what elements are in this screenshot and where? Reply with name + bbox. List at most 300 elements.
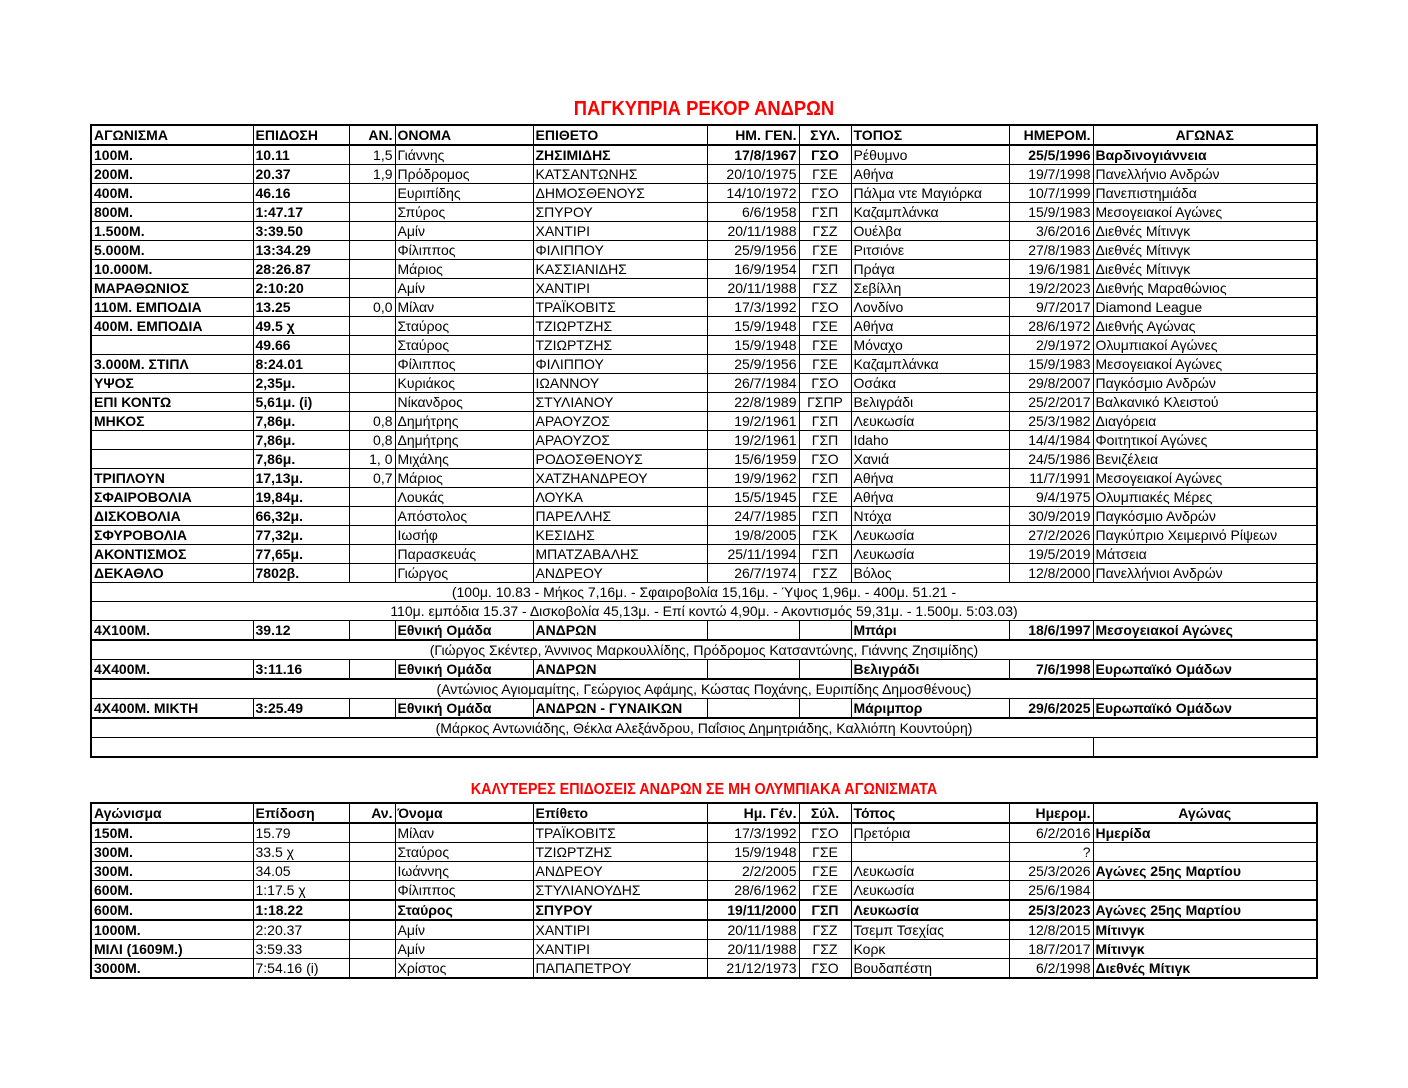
cell-birth-date: 28/6/1962 — [707, 881, 799, 901]
cell-first-name: Αμίν — [395, 940, 533, 959]
cell-event: 150Μ. — [91, 823, 253, 843]
cell-venue: Σεβίλλη — [851, 279, 1009, 298]
cell-date: 19/6/1981 — [1009, 260, 1093, 279]
header-date: Ημερομ. — [1009, 803, 1093, 823]
table-row — [91, 862, 1317, 881]
cell-first-name: Χρίστος — [395, 959, 533, 979]
cell-date: 15/9/1983 — [1009, 355, 1093, 374]
table-row — [91, 355, 1317, 374]
cell-meet: Ευρωπαϊκό Ομάδων — [1093, 699, 1317, 719]
cell-date: 12/8/2000 — [1009, 564, 1093, 583]
table-row — [91, 660, 1317, 680]
cell-venue: Λευκωσία — [851, 526, 1009, 545]
cell-event: 5.000Μ. — [91, 241, 253, 260]
cell-venue: Χανιά — [851, 450, 1009, 469]
table-row — [91, 940, 1317, 959]
cell-birth-date: 25/9/1956 — [707, 241, 799, 260]
cell-club — [799, 621, 851, 641]
cell-birth-date: 25/11/1994 — [707, 545, 799, 564]
cell-date: 25/5/1996 — [1009, 145, 1093, 165]
cell-club: ΓΣΚ — [799, 526, 851, 545]
cell-surname: ΧΑΝΤΙΡΙ — [533, 279, 707, 298]
cell-event — [91, 431, 253, 450]
cell-surname: ΑΝΔΡΕΟΥ — [533, 564, 707, 583]
cell-event: ΣΦΥΡΟΒΟΛΙΑ — [91, 526, 253, 545]
cell-mark: 7802β. — [253, 564, 349, 583]
cell-meet: Ευρωπαϊκό Ομάδων — [1093, 660, 1317, 680]
cell-date: 12/8/2015 — [1009, 920, 1093, 940]
cell-birth-date: 17/3/1992 — [707, 823, 799, 843]
cell-club: ΓΣΠ — [799, 507, 851, 526]
cell-date: 11/7/1991 — [1009, 469, 1093, 488]
cell-first-name: Αμίν — [395, 279, 533, 298]
cell-meet: Παγκύπριο Χειμερινό Ρίψεων — [1093, 526, 1317, 545]
table-row — [91, 920, 1317, 940]
cell-first-name: Λουκάς — [395, 488, 533, 507]
table-row — [91, 317, 1317, 336]
cell-date: 9/7/2017 — [1009, 298, 1093, 317]
cell-wind — [349, 660, 395, 680]
cell-wind — [349, 241, 395, 260]
cell-meet: Μίτινγκ — [1093, 940, 1317, 959]
cell-event: ΑΚΟΝΤΙΣΜΟΣ — [91, 545, 253, 564]
cell-date: 9/4/1975 — [1009, 488, 1093, 507]
cell-birth-date: 22/8/1989 — [707, 393, 799, 412]
cell-mark: 1:17.5 χ — [253, 881, 349, 901]
cell-club: ΓΣΟ — [799, 145, 851, 165]
cell-club: ΓΣΠΡ — [799, 393, 851, 412]
cell-meet: Διεθνής Μαραθώνιος — [1093, 279, 1317, 298]
cell-date: 10/7/1999 — [1009, 184, 1093, 203]
cell-club: ΓΣΕ — [799, 862, 851, 881]
cell-date: 19/2/2023 — [1009, 279, 1093, 298]
cell-date: 28/6/1972 — [1009, 317, 1093, 336]
cell-date: 29/6/2025 — [1009, 699, 1093, 719]
cell-first-name: Σταύρος — [395, 336, 533, 355]
cell-club: ΓΣΕ — [799, 317, 851, 336]
cell-club: ΓΣΖ — [799, 564, 851, 583]
cell-venue: Βελιγράδι — [851, 393, 1009, 412]
header-mark: Επίδοση — [253, 803, 349, 823]
non-olympic-title: ΚΑΛΥΤΕΡΕΣ ΕΠΙΔΟΣΕΙΣ ΑΝΔΡΩΝ ΣΕ ΜΗ ΟΛΥΜΠΙΑΚΑ ΑΓΩΝΙΣΜΑΤΑ — [470, 781, 938, 798]
cell-venue: Οσάκα — [851, 374, 1009, 393]
cell-wind — [349, 279, 395, 298]
cell-meet — [1093, 881, 1317, 901]
cell-venue — [851, 843, 1009, 862]
cell-surname: ΑΝΔΡΩΝ — [533, 660, 707, 680]
cell-event: 10.000Μ. — [91, 260, 253, 279]
relay-members — [91, 718, 1317, 738]
header-event: Αγώνισμα — [91, 803, 253, 823]
table-row — [91, 881, 1317, 901]
cell-club: ΓΣΠ — [799, 203, 851, 222]
cell-event: ΣΦΑΙΡΟΒΟΛΙΑ — [91, 488, 253, 507]
header-date: ΗΜΕΡΟΜ. — [1009, 125, 1093, 145]
cell-club: ΓΣΕ — [799, 843, 851, 862]
cell-event: ΔΕΚΑΘΛΟ — [91, 564, 253, 583]
cell-meet: Μεσογειακοί Αγώνες — [1093, 203, 1317, 222]
cell-date: 25/3/1982 — [1009, 412, 1093, 431]
cell-event: 110Μ. ΕΜΠΟΔΙΑ — [91, 298, 253, 317]
cell-mark: 7,86μ. — [253, 412, 349, 431]
cell-club: ΓΣΕ — [799, 355, 851, 374]
cell-wind — [349, 699, 395, 719]
cell-surname: ΧΑΝΤΙΡΙ — [533, 940, 707, 959]
cell-event: 1.500Μ. — [91, 222, 253, 241]
table-row — [91, 336, 1317, 355]
cell-club: ΓΣΟ — [799, 959, 851, 979]
cell-date: 18/6/1997 — [1009, 621, 1093, 641]
cell-event: 200Μ. — [91, 165, 253, 184]
cell-date: 6/2/1998 — [1009, 959, 1093, 979]
empty-row — [91, 738, 1317, 758]
table-row — [91, 621, 1317, 641]
cell-wind — [349, 959, 395, 979]
cell-date: 19/5/2019 — [1009, 545, 1093, 564]
cell-date: 25/3/2023 — [1009, 900, 1093, 920]
cell-venue: Λονδίνο — [851, 298, 1009, 317]
cell-wind — [349, 355, 395, 374]
header-surname: Επίθετο — [533, 803, 707, 823]
cell-birth-date: 16/9/1954 — [707, 260, 799, 279]
cell-meet: Διεθνές Μίτιγκ — [1093, 959, 1317, 979]
table-row — [91, 260, 1317, 279]
cell-meet: Αγώνες 25ης Μαρτίου — [1093, 862, 1317, 881]
cell-club: ΓΣΖ — [799, 920, 851, 940]
table-row — [91, 279, 1317, 298]
cell-venue: Πράγα — [851, 260, 1009, 279]
table-row — [91, 298, 1317, 317]
cell-birth-date: 26/7/1974 — [707, 564, 799, 583]
cell-date: 25/2/2017 — [1009, 393, 1093, 412]
cell-surname: ΧΑΤΖΗΑΝΔΡΕΟΥ — [533, 469, 707, 488]
cell-wind — [349, 545, 395, 564]
cell-surname: ΧΑΝΤΙΡΙ — [533, 222, 707, 241]
cell-wind — [349, 222, 395, 241]
cell-surname: ΚΑΣΣΙΑΝΙΔΗΣ — [533, 260, 707, 279]
cell-surname: ΑΝΔΡΩΝ — [533, 621, 707, 641]
cell-surname: ΣΤΥΛΙΑΝΟΥΔΗΣ — [533, 881, 707, 901]
cell-first-name: Γιώργος — [395, 564, 533, 583]
cell-club: ΓΣΟ — [799, 374, 851, 393]
cell-meet: Διεθνές Μίτινγκ — [1093, 241, 1317, 260]
cell-club: ΓΣΖ — [799, 940, 851, 959]
cell-date: 15/9/1983 — [1009, 203, 1093, 222]
cell-mark: 49.5 χ — [253, 317, 349, 336]
cell-mark: 3:25.49 — [253, 699, 349, 719]
cell-meet: Ολυμπιακές Μέρες — [1093, 488, 1317, 507]
cell-wind — [349, 920, 395, 940]
cell-date: 24/5/1986 — [1009, 450, 1093, 469]
table-row — [91, 203, 1317, 222]
cell-mark: 77,65μ. — [253, 545, 349, 564]
cell-venue: Ριτσιόνε — [851, 241, 1009, 260]
cell-surname: ΔΗΜΟΣΘΕΝΟΥΣ — [533, 184, 707, 203]
cell-venue: Πάλμα ντε Μαγιόρκα — [851, 184, 1009, 203]
cell-wind — [349, 488, 395, 507]
records-title: ΠΑΓΚΥΠΡΙΑ ΡΕΚΟΡ ΑΝΔΡΩΝ — [573, 98, 835, 120]
cell-first-name: Εθνική Ομάδα — [395, 621, 533, 641]
cell-event: ΥΨΟΣ — [91, 374, 253, 393]
header-first-name: ΟΝΟΜΑ — [395, 125, 533, 145]
cell-venue: Αθήνα — [851, 317, 1009, 336]
relay-members — [91, 679, 1317, 699]
cell-first-name: Πρόδρομος — [395, 165, 533, 184]
cell-mark: 3:11.16 — [253, 660, 349, 680]
cell-event: ΔΙΣΚΟΒΟΛΙΑ — [91, 507, 253, 526]
cell-meet: Διεθνής Αγώνας — [1093, 317, 1317, 336]
cell-mark: 2:20.37 — [253, 920, 349, 940]
cell-surname: ΦΙΛΙΠΠΟΥ — [533, 241, 707, 260]
cell-first-name: Κυριάκος — [395, 374, 533, 393]
relay-members-text: (Αντώνιος Αγιομαμίτης, Γεώργιος Αφάμης, Κώστας Ποχάνης, Ευριπίδης Δημοσθένους) — [91, 679, 1317, 699]
cell-mark: 7:54.16 (i) — [253, 959, 349, 979]
cell-birth-date — [707, 660, 799, 680]
cell-wind — [349, 317, 395, 336]
cell-first-name: Νίκανδρος — [395, 393, 533, 412]
header-row — [91, 125, 1317, 145]
cell-surname: ΠΑΠΑΠΕΤΡΟΥ — [533, 959, 707, 979]
header-club: Σύλ. — [799, 803, 851, 823]
cell-club: ΓΣΕ — [799, 165, 851, 184]
cell-wind — [349, 507, 395, 526]
cell-venue: Μόναχο — [851, 336, 1009, 355]
cell-wind — [349, 564, 395, 583]
cell-birth-date: 26/7/1984 — [707, 374, 799, 393]
relay-members-text: (Μάρκος Αντωνιάδης, Θέκλα Αλεξάνδρου, Παΐσιος Δημητριάδης, Καλλιόπη Κουντούρη) — [91, 718, 1317, 738]
cell-meet: Διαγόρεια — [1093, 412, 1317, 431]
cell-birth-date: 17/3/1992 — [707, 298, 799, 317]
cell-meet: Μεσογειακοί Αγώνες — [1093, 469, 1317, 488]
cell-event: 300Μ. — [91, 843, 253, 862]
decathlon-splits-line-2-text: 110μ. εμπόδια 15.37 - Δισκοβολία 45,13μ. - Επί κοντώ 4,90μ. - Ακοντισμός 59,31μ. - 1.500μ. 5:03.03) — [91, 602, 1317, 621]
table-row — [91, 959, 1317, 979]
cell-mark: 13.25 — [253, 298, 349, 317]
cell-mark: 8:24.01 — [253, 355, 349, 374]
cell-surname: ΦΙΛΙΠΠΟΥ — [533, 355, 707, 374]
cell-birth-date: 15/9/1948 — [707, 843, 799, 862]
table-row — [91, 165, 1317, 184]
cell-venue: Καζαμπλάνκα — [851, 355, 1009, 374]
decathlon-splits-line-2 — [91, 602, 1317, 621]
cell-event: 800Μ. — [91, 203, 253, 222]
cell-wind — [349, 881, 395, 901]
cell-wind — [349, 900, 395, 920]
cell-mark: 19,84μ. — [253, 488, 349, 507]
cell-meet: Πανεπιστημιάδα — [1093, 184, 1317, 203]
cell-birth-date — [707, 621, 799, 641]
table-row — [91, 374, 1317, 393]
cell-birth-date: 15/5/1945 — [707, 488, 799, 507]
cell-first-name: Φίλιππος — [395, 355, 533, 374]
non-olympic-table — [90, 802, 1318, 979]
cell-meet: Παγκόσμιο Ανδρών — [1093, 374, 1317, 393]
cell-club: ΓΣΕ — [799, 336, 851, 355]
cell-meet: Ημερίδα — [1093, 823, 1317, 843]
cell-venue: Βόλος — [851, 564, 1009, 583]
cell-birth-date: 14/10/1972 — [707, 184, 799, 203]
cell-first-name: Ιωάννης — [395, 862, 533, 881]
table-row — [91, 145, 1317, 165]
cell-mark: 3:59.33 — [253, 940, 349, 959]
cell-surname: ΣΤΥΛΙΑΝΟΥ — [533, 393, 707, 412]
table-row — [91, 450, 1317, 469]
cell-event: 600Μ. — [91, 881, 253, 901]
cell-wind — [349, 843, 395, 862]
cell-venue: Βουδαπέστη — [851, 959, 1009, 979]
table-row — [91, 699, 1317, 719]
cell-mark: 3:39.50 — [253, 222, 349, 241]
cell-first-name: Ευριπίδης — [395, 184, 533, 203]
cell-mark: 28:26.87 — [253, 260, 349, 279]
table-row — [91, 222, 1317, 241]
cell-first-name: Σταύρος — [395, 843, 533, 862]
cell-club: ΓΣΠ — [799, 431, 851, 450]
header-venue: Τόπος — [851, 803, 1009, 823]
cell-first-name: Μάριος — [395, 469, 533, 488]
cell-event: ΜΙΛΙ (1609Μ.) — [91, 940, 253, 959]
cell-meet: Πανελλήνιο Ανδρών — [1093, 165, 1317, 184]
cell-meet: Διεθνές Μίτινγκ — [1093, 222, 1317, 241]
cell-event: 4X400Μ. ΜΙΚΤΗ — [91, 699, 253, 719]
cell-meet: Ολυμπιακοί Αγώνες — [1093, 336, 1317, 355]
cell-wind — [349, 336, 395, 355]
cell-birth-date: 20/11/1988 — [707, 279, 799, 298]
cell-venue: Καζαμπλάνκα — [851, 203, 1009, 222]
cell-wind: 0,0 — [349, 298, 395, 317]
cell-event: 100Μ. — [91, 145, 253, 165]
header-surname: ΕΠΙΘΕΤΟ — [533, 125, 707, 145]
cell-event: 3000Μ. — [91, 959, 253, 979]
cell-mark: 49.66 — [253, 336, 349, 355]
cell-first-name: Φίλιππος — [395, 241, 533, 260]
cell-surname: ΑΡΑΟΥΖΟΣ — [533, 431, 707, 450]
empty-cell — [1093, 738, 1317, 758]
cell-surname: ΧΑΝΤΙΡΙ — [533, 920, 707, 940]
cell-event: 300Μ. — [91, 862, 253, 881]
cell-first-name: Αμίν — [395, 222, 533, 241]
header-club: ΣΥΛ. — [799, 125, 851, 145]
cell-surname: ΤΖΙΩΡΤΖΗΣ — [533, 317, 707, 336]
cell-event: 4X400Μ. — [91, 660, 253, 680]
cell-meet: Μεσογειακοί Αγώνες — [1093, 621, 1317, 641]
cell-birth-date: 25/9/1956 — [707, 355, 799, 374]
cell-club — [799, 660, 851, 680]
cell-first-name: Μίλαν — [395, 823, 533, 843]
cell-surname: ΤΡΑΪΚΟΒΙΤΣ — [533, 298, 707, 317]
cell-first-name: Σταύρος — [395, 900, 533, 920]
cell-date: 6/2/2016 — [1009, 823, 1093, 843]
cell-wind — [349, 823, 395, 843]
cell-first-name: Εθνική Ομάδα — [395, 699, 533, 719]
cell-mark: 46.16 — [253, 184, 349, 203]
cell-meet: Πανελλήνιοι Ανδρών — [1093, 564, 1317, 583]
cell-birth-date: 19/9/1962 — [707, 469, 799, 488]
cell-mark: 1:18.22 — [253, 900, 349, 920]
cell-wind — [349, 940, 395, 959]
cell-first-name: Δημήτρης — [395, 431, 533, 450]
cell-club: ΓΣΟ — [799, 823, 851, 843]
cell-surname: ΤΡΑΪΚΟΒΙΤΣ — [533, 823, 707, 843]
cell-event: ΜΗΚΟΣ — [91, 412, 253, 431]
cell-wind: 0,8 — [349, 412, 395, 431]
cell-date: 18/7/2017 — [1009, 940, 1093, 959]
cell-event: 4X100Μ. — [91, 621, 253, 641]
cell-venue: Μπάρι — [851, 621, 1009, 641]
table-row — [91, 507, 1317, 526]
cell-venue: Ουέλβα — [851, 222, 1009, 241]
cell-wind: 0,8 — [349, 431, 395, 450]
cell-venue: Πρετόρια — [851, 823, 1009, 843]
cell-venue: Λευκωσία — [851, 862, 1009, 881]
cell-venue: Αθήνα — [851, 469, 1009, 488]
cell-club: ΓΣΠ — [799, 900, 851, 920]
cell-meet: Μεσογειακοί Αγώνες — [1093, 355, 1317, 374]
table-row — [91, 412, 1317, 431]
cell-birth-date: 19/11/2000 — [707, 900, 799, 920]
cell-event — [91, 450, 253, 469]
cell-surname: ΑΝΔΡΕΟΥ — [533, 862, 707, 881]
cell-venue: Ρέθυμνο — [851, 145, 1009, 165]
cell-club: ΓΣΖ — [799, 222, 851, 241]
cell-first-name: Σπύρος — [395, 203, 533, 222]
cell-date: 27/2/2026 — [1009, 526, 1093, 545]
cell-wind: 1,9 — [349, 165, 395, 184]
cell-wind — [349, 862, 395, 881]
table-row — [91, 900, 1317, 920]
cell-venue: Κορκ — [851, 940, 1009, 959]
header-meet: ΑΓΩΝΑΣ — [1093, 125, 1317, 145]
cell-wind — [349, 260, 395, 279]
cell-mark: 2,35μ. — [253, 374, 349, 393]
records-table — [90, 124, 1318, 758]
cell-event: ΜΑΡΑΘΩΝΙΟΣ — [91, 279, 253, 298]
table-row — [91, 469, 1317, 488]
cell-event: 1000Μ. — [91, 920, 253, 940]
cell-club: ΓΣΠ — [799, 412, 851, 431]
empty-cell — [91, 738, 1093, 758]
cell-meet: Βενιζέλεια — [1093, 450, 1317, 469]
table-row — [91, 823, 1317, 843]
cell-surname: ΙΩΑΝΝΟΥ — [533, 374, 707, 393]
cell-venue: Βελιγράδι — [851, 660, 1009, 680]
cell-first-name: Αμίν — [395, 920, 533, 940]
cell-club — [799, 699, 851, 719]
cell-wind — [349, 621, 395, 641]
cell-club: ΓΣΕ — [799, 881, 851, 901]
cell-meet: Μίτινγκ — [1093, 920, 1317, 940]
cell-club: ΓΣΟ — [799, 450, 851, 469]
cell-first-name: Δημήτρης — [395, 412, 533, 431]
table-row — [91, 843, 1317, 862]
cell-mark: 20.37 — [253, 165, 349, 184]
cell-birth-date: 21/12/1973 — [707, 959, 799, 979]
cell-date: 19/7/1998 — [1009, 165, 1093, 184]
cell-birth-date: 20/11/1988 — [707, 920, 799, 940]
table-row — [91, 526, 1317, 545]
cell-birth-date: 20/11/1988 — [707, 940, 799, 959]
cell-date: ? — [1009, 843, 1093, 862]
cell-wind — [349, 203, 395, 222]
table-row — [91, 241, 1317, 260]
cell-event: 3.000Μ. ΣΤΙΠΛ — [91, 355, 253, 374]
cell-club: ΓΣΖ — [799, 279, 851, 298]
cell-meet: Βαλκανικό Κλειστού — [1093, 393, 1317, 412]
cell-venue: Αθήνα — [851, 165, 1009, 184]
cell-date: 14/4/1984 — [1009, 431, 1093, 450]
cell-club: ΓΣΠ — [799, 545, 851, 564]
cell-club: ΓΣΕ — [799, 488, 851, 507]
